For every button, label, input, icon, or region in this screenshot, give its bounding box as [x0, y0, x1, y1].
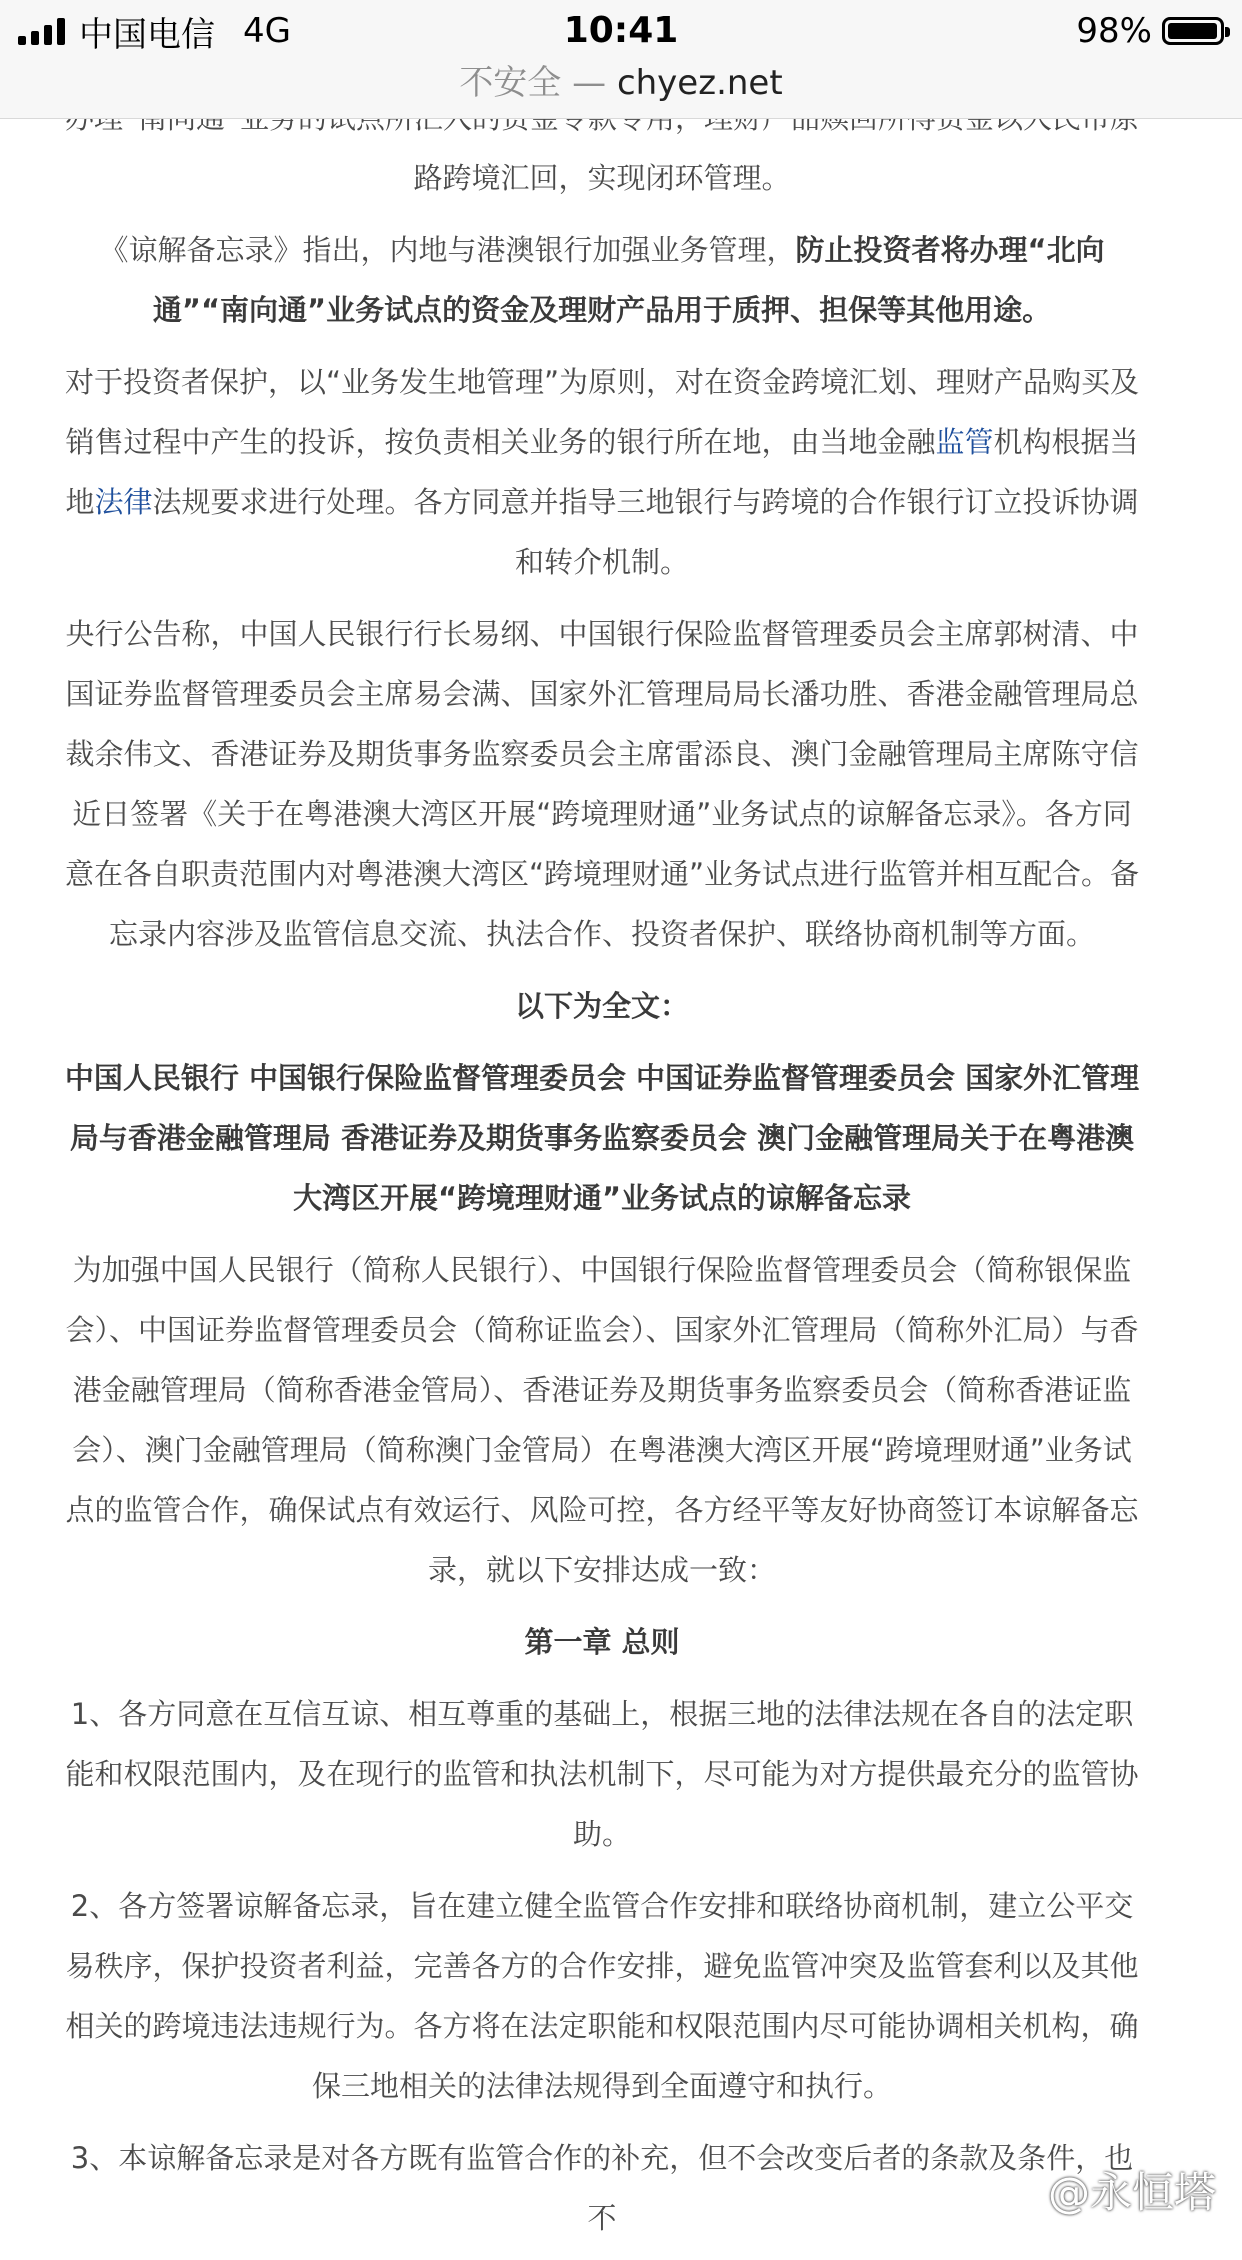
paragraph-3 [62, 352, 1142, 592]
fulltext-label: 以下为全文： [514, 989, 689, 1023]
watermark [996, 2160, 1216, 2220]
chapter-heading: 第一章 总则 [524, 1625, 680, 1659]
link-regulation[interactable]: 监管 [935, 425, 994, 459]
paragraph-3-text-b: 机构根据当地 [65, 425, 1139, 519]
browser-status-bar [0, 0, 1242, 119]
battery-info [1076, 6, 1224, 56]
paragraph-2-bold: 防止投资者将办理“北向通”“南向通”业务试点的资金及理财产品用于质押、担保等其他用途。 [152, 233, 1105, 327]
item-3: 3、本谅解备忘录是对各方既有监管合作的补充，但不会改变后者的条款及条件，也不 [70, 2141, 1134, 2235]
paragraph-2 [62, 220, 1142, 340]
url-bar[interactable] [0, 56, 1242, 110]
security-indicator[interactable]: 不安全 — [459, 63, 607, 103]
item-2: 2、各方签署谅解备忘录，旨在建立健全监管合作安排和联络协商机制，建立公平交易秩序，保护投资者利益，完善各方的合作安排，避免监管冲突及监管套利以及其他相关的跨境违法违规行为。各方将在法定职能和权限范围内尽可能协调相关机构，确保三地相关的法律法规得到全面遵守和执行。 [65, 1889, 1139, 2103]
paragraph-2-text: 《谅解备忘录》指出，内地与港澳银行加强业务管理， [99, 233, 796, 267]
battery-level-fill [1168, 23, 1217, 39]
battery-icon [1162, 17, 1224, 45]
clock: 10:41 [563, 10, 679, 51]
battery-percent: 98% [1076, 11, 1152, 51]
paragraph-3-text-a: 对于投资者保护，以“业务发生地管理”为原则，对在资金跨境汇划、理财产品购买及销售过程中产生的投诉，按负责相关业务的银行所在地，由当地金融 [64, 365, 1140, 459]
carrier-name: 中国电信 [79, 14, 215, 55]
paragraph-4: 央行公告称，中国人民银行行长易纲、中国银行保险监督管理委员会主席郭树清、中国证券监督管理委员会主席易会满、国家外汇管理局局长潘功胜、香港金融管理局总裁余伟文、香港证券及期货事务监察委员会主席雷添良、澳门金融管理局主席陈守信近日签署《关于在粤港澳大湾区开展“跨境理财通”业务试点的谅解备忘录》。各方同意在各自职责范围内对粤港澳大湾区“跨境理财通”业务试点进行监管并相互配合。备忘录内容涉及监管信息交流、执法合作、投资者保护、联络协商机制等方面。 [64, 617, 1140, 951]
paragraph-1: 路跨境汇回，实现闭环管理。 [413, 161, 791, 195]
paragraph-3-text-c: 法规要求进行处理。各方同意并指导三地银行与跨境的合作银行订立投诉协调和转介机制。 [152, 485, 1139, 579]
item-1: 1、各方同意在互信互谅、相互尊重的基础上，根据三地的法律法规在各自的法定职能和权限范围内，及在现行的监管和执法机制下，尽可能为对方提供最充分的监管协助。 [65, 1697, 1139, 1851]
link-law[interactable]: 法律 [94, 485, 153, 519]
document-title: 中国人民银行 中国银行保险监督管理委员会 中国证券监督管理委员会 国家外汇管理局与香港金融管理局 香港证券及期货事务监察委员会 澳门金融管理局关于在粤港澳大湾区开展“跨境理财通”业务试点的谅解备忘录 [64, 1061, 1140, 1215]
watermark-text: @永恒塔 [1047, 2168, 1216, 2217]
weibo-logo-icon [996, 2168, 1040, 2212]
article-body [22, 88, 1182, 2260]
network-type: 4G [243, 11, 291, 51]
paragraph-5: 为加强中国人民银行（简称人民银行）、中国银行保险监督管理委员会（简称银保监会）、中国证券监督管理委员会（简称证监会）、国家外汇管理局（简称外汇局）与香港金融管理局（简称香港金管局）、香港证券及期货事务监察委员会（简称香港证监会）、澳门金融管理局（简称澳门金管局）在粤港澳大湾区开展“跨境理财通”业务试点的监管合作，确保试点有效运行、风险可控，各方经平等友好协商签订本谅解备忘录，就以下安排达成一致： [65, 1253, 1139, 1587]
url-domain[interactable]: chyez.net [616, 63, 783, 103]
web-page[interactable] [0, 118, 1242, 2235]
